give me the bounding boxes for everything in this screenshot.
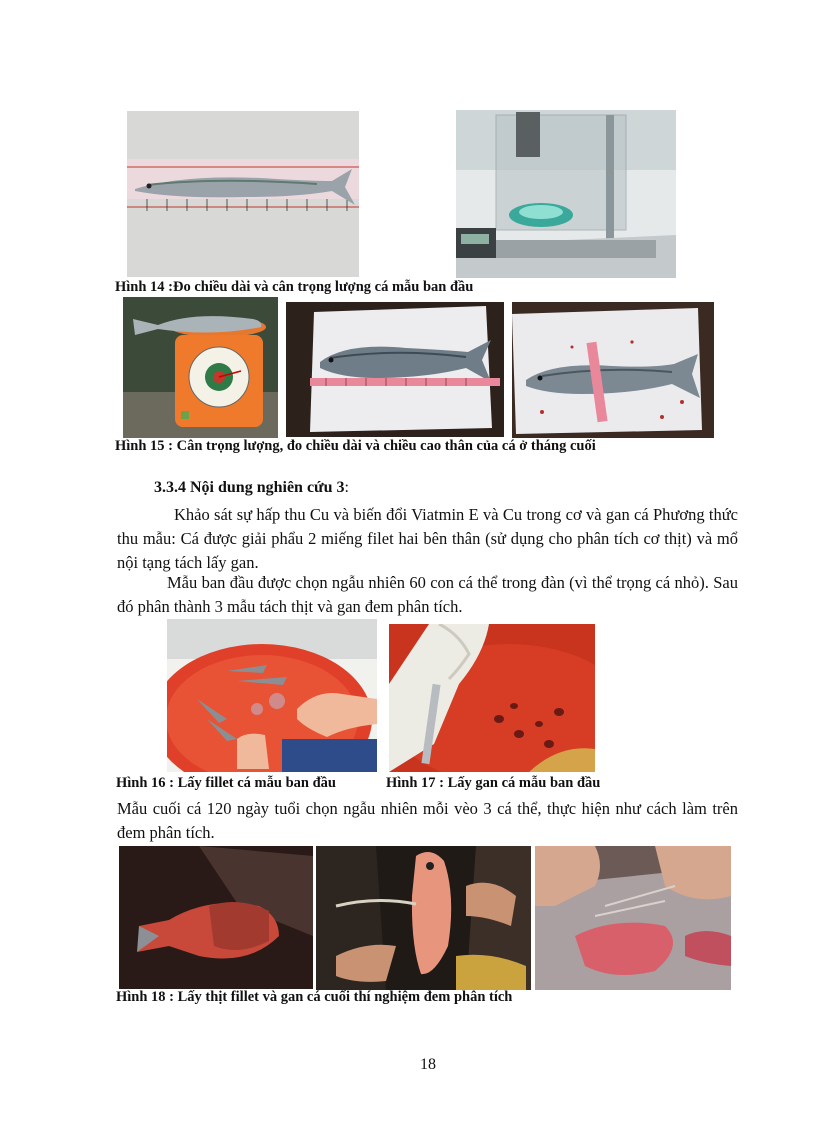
section-heading-number: 3.3.4 [154, 479, 186, 496]
figure-18-caption: Hình 18 : Lấy thịt fillet và gan cá cuối thí nghiệm đem phân tích [116, 989, 513, 1005]
section-heading-colon: : [344, 479, 349, 496]
photo-fish-height-tape [512, 302, 714, 438]
section-heading [154, 479, 349, 497]
paragraph-final-samples: Mẫu cuối cá 120 ngày tuổi chọn ngẫu nhiên mỗi vèo 3 cá thể, thực hiện như cách làm trên đem phân tích. [117, 799, 738, 842]
page-number: 18 [420, 1056, 436, 1073]
photo-liver-extraction-closeup [535, 846, 731, 990]
paragraph-sampling-method: Khảo sát sự hấp thu Cu và biến đổi Viatmin E và Cu trong cơ và gan cá Phương thức thu mẫu: Cá được giải phẩu 2 miếng filet hai bên thân (sử dụng cho phân tích cơ thịt) và mổ nội tạng tách lấy gan. [117, 505, 738, 572]
paragraph-initial-samples: Mẫu ban đầu được chọn ngẫu nhiên 60 con cá thể trong đàn (vì thể trọng cá nhỏ). Sau đó phân thành 3 mẫu tách thịt và gan đem phân tích. [117, 573, 738, 616]
figure-15-caption: Hình 15 : Cân trọng lượng, đo chiều dài và chiều cao thân của cá ở tháng cuối [115, 438, 596, 454]
figure-14-caption: Hình 14 :Đo chiều dài và cân trọng lượng cá mẫu ban đầu [115, 279, 474, 295]
photo-liver-on-red-tray [389, 624, 595, 772]
section-heading-text: Nội dung nghiên cứu 3 [190, 479, 345, 496]
photo-dissecting-fish-hands [316, 846, 531, 990]
photo-fish-on-ruler [127, 111, 359, 277]
photo-filleted-fish-carcass [119, 846, 313, 989]
photo-fish-on-scale [123, 297, 278, 438]
figure-17-caption: Hình 17 : Lấy gan cá mẫu ban đầu [386, 775, 601, 791]
photo-fillet-on-red-tray [167, 619, 377, 772]
figure-16-caption: Hình 16 : Lấy fillet cá mẫu ban đầu [116, 775, 336, 791]
photo-fish-length-tape [286, 302, 504, 437]
photo-electronic-balance [456, 110, 676, 278]
